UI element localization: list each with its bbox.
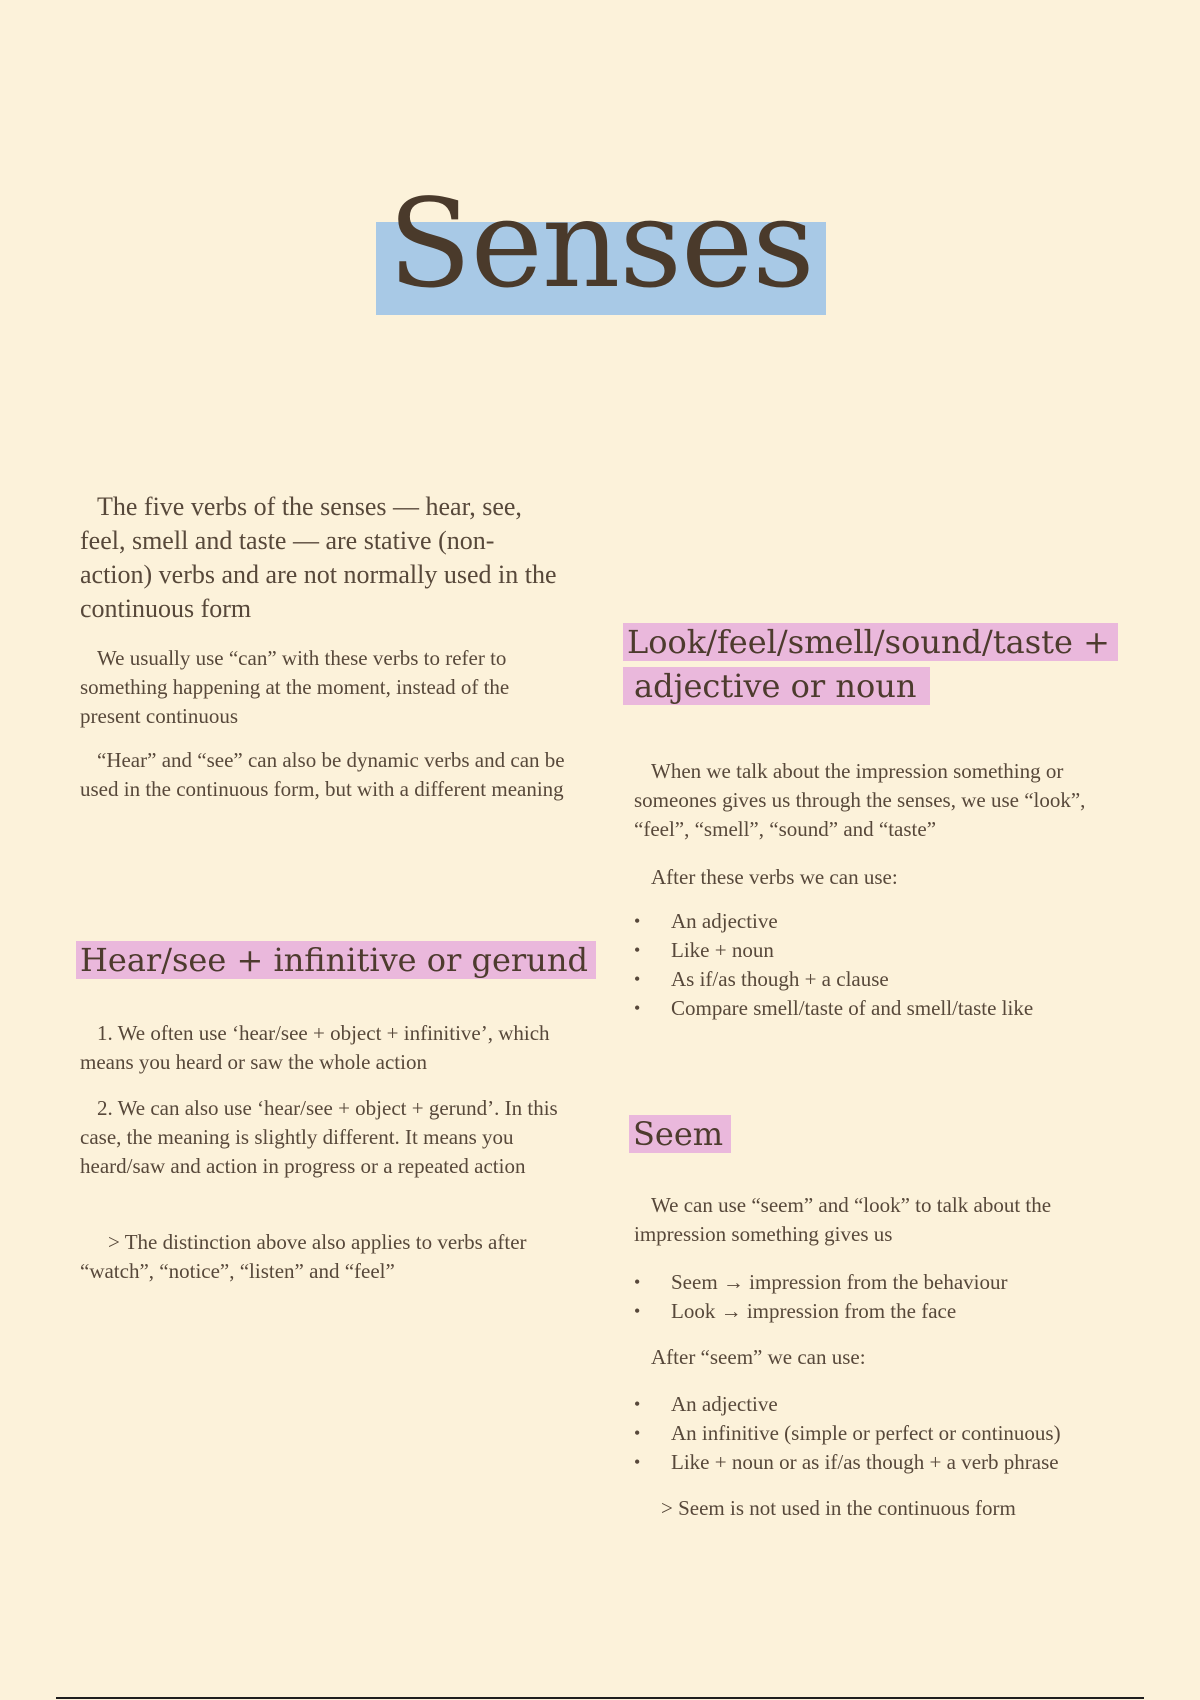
impression-paragraph: When we talk about the impression something or someones gives us through the senses, we use “look”, “feel”, “smell”, “sound” and “taste”: [634, 759, 1086, 841]
heading-highlight: Seem: [629, 1115, 731, 1153]
footer-rule: [56, 1697, 1144, 1699]
after-verbs-lead: After these verbs we can use:: [651, 865, 898, 889]
seem-look-list: [634, 1268, 1130, 1326]
list-item: • Like + noun: [634, 936, 1130, 965]
section-heading-seem: [629, 1112, 731, 1156]
can-paragraph: We usually use “can” with these verbs to refer to something happening at the moment, instead of the present continuous: [80, 646, 510, 728]
list-item: • Seem → impression from the behaviour: [634, 1268, 1130, 1297]
after-seem-lead: After “seem” we can use:: [651, 1345, 866, 1369]
intro-paragraph: The five verbs of the senses — hear, see, feel, smell and taste — are stative (non-action) verbs and are not normally used in the continuous form: [80, 492, 557, 623]
list-item: • As if/as though + a clause: [634, 965, 1130, 994]
section-heading-look-feel: [623, 620, 1143, 708]
seem-note: > Seem is not used in the continuous form: [661, 1496, 1016, 1520]
after-seem-list: [634, 1390, 1154, 1477]
heading-highlight: Hear/see + infinitive or gerund: [76, 941, 596, 979]
point-gerund: 2. We can also use ‘hear/see + object + gerund’. In this case, the meaning is slightly different. It means you heard/saw and action in progress or a repeated action: [80, 1096, 558, 1178]
list-item: • Look → impression from the face: [634, 1297, 1130, 1326]
list-item: • An infinitive (simple or perfect or continuous): [634, 1419, 1154, 1448]
list-item: • Like + noun or as if/as though + a verb phrase: [634, 1448, 1154, 1477]
distinction-note: > The distinction above also applies to verbs after “watch”, “notice”, “listen” and “feel”: [80, 1230, 527, 1283]
after-verbs-list: [634, 907, 1130, 1023]
seem-look-paragraph: We can use “seem” and “look” to talk about the impression something gives us: [634, 1193, 1052, 1246]
list-item: • An adjective: [634, 907, 1130, 936]
list-item: • An adjective: [634, 1390, 1154, 1419]
heading-highlight: Look/feel/smell/sound/taste +: [623, 623, 1118, 661]
heading-highlight: adjective or noun: [623, 667, 930, 705]
page-title: Senses: [388, 173, 814, 315]
list-item: • Compare smell/taste of and smell/taste like: [634, 994, 1130, 1023]
point-infinitive: 1. We often use ‘hear/see + object + infinitive’, which means you heard or saw the whole action: [80, 1021, 550, 1074]
dynamic-verbs-paragraph: “Hear” and “see” can also be dynamic verbs and can be used in the continuous form, but with a different meaning: [80, 748, 565, 801]
section-heading-hear-see: [76, 938, 596, 982]
